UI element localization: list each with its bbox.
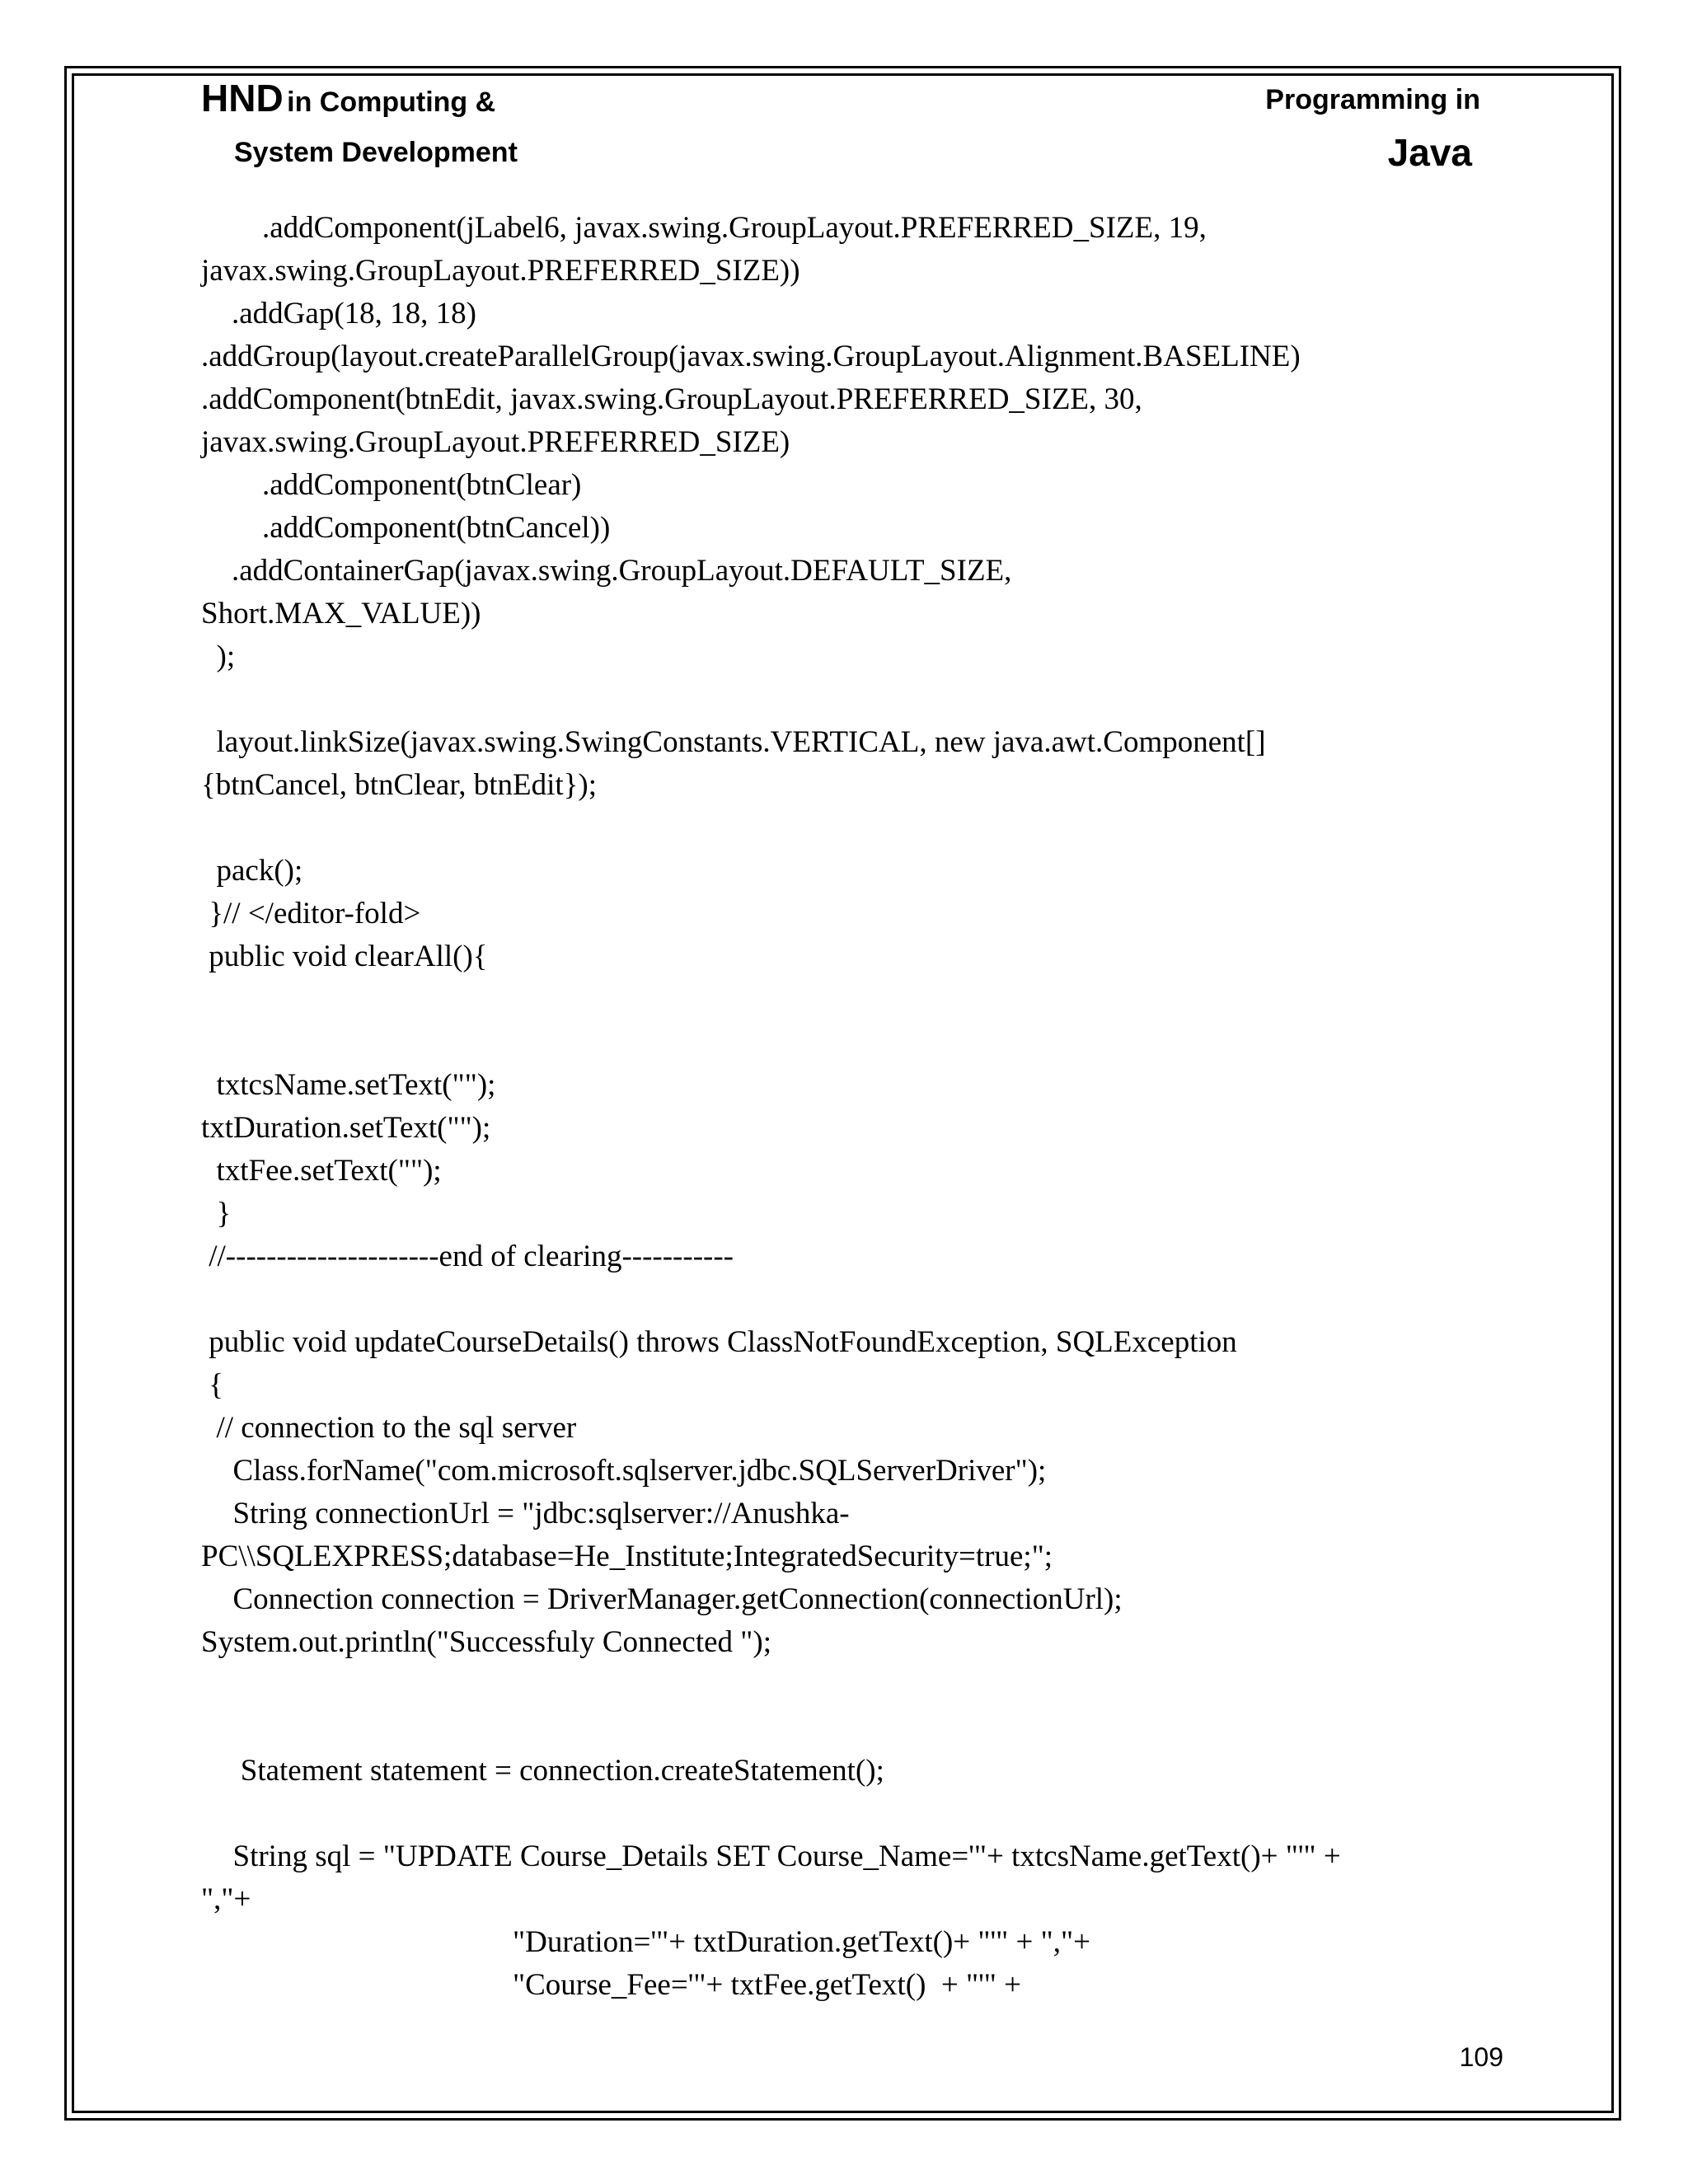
code-line: String connectionUrl = "jdbc:sqlserver://Anushka- (218, 1497, 850, 1530)
code-line: ); (201, 640, 236, 673)
code-line: String sql = "UPDATE Course_Details SET Course_Name='"+ txtcsName.getText()+ "'" + (218, 1840, 1341, 1873)
code-line: javax.swing.GroupLayout.PREFERRED_SIZE) (201, 425, 790, 459)
code-line: Connection connection = DriverManager.getConnection(connectionUrl); (218, 1582, 1123, 1616)
code-line: ","+ (201, 1882, 251, 1916)
code-line: { (201, 1368, 224, 1402)
code-line: pack(); (201, 854, 303, 888)
code-line: Class.forName("com.microsoft.sqlserver.jdbc.SQLServerDriver"); (218, 1454, 1047, 1488)
code-line: .addContainerGap(javax.swing.GroupLayout.DEFAULT_SIZE, (201, 554, 1012, 588)
code-line: "Duration='"+ txtDuration.getText()+ "'" + ","+ (513, 1925, 1090, 1959)
header-in-computing: in Computing & (287, 87, 496, 118)
code-line: txtcsName.setText(""); (201, 1068, 496, 1102)
code-line: .addComponent(jLabel6, javax.swing.GroupLayout.PREFERRED_SIZE, 19, (201, 211, 1207, 245)
page-number: 109 (1459, 2042, 1503, 2072)
header-java: Java (1387, 131, 1472, 174)
code-line: // connection to the sql server (201, 1411, 577, 1445)
code-line: public void updateCourseDetails() throws ClassNotFoundException, SQLException (201, 1325, 1237, 1359)
code-line: .addComponent(btnEdit, javax.swing.GroupLayout.PREFERRED_SIZE, 30, (201, 382, 1142, 416)
header-hnd: HND (201, 77, 284, 120)
code-line: public void clearAll(){ (201, 940, 488, 973)
header-system-development: System Development (234, 137, 518, 168)
code-line: }// </editor-fold> (201, 897, 421, 930)
code-line: javax.swing.GroupLayout.PREFERRED_SIZE)) (201, 254, 800, 288)
code-line: "Course_Fee='"+ txtFee.getText() + "'" + (513, 1968, 1022, 2002)
code-line: {btnCancel, btnClear, btnEdit}); (201, 768, 597, 802)
code-line: PC\\SQLEXPRESS;database=He_Institute;IntegratedSecurity=true;"; (201, 1540, 1053, 1573)
code-line: //---------------------end of clearing----------- (201, 1240, 734, 1273)
code-line: txtFee.setText(""); (201, 1154, 442, 1188)
code-line: .addGroup(layout.createParallelGroup(javax.swing.GroupLayout.Alignment.BASELINE) (201, 340, 1301, 373)
code-line: Short.MAX_VALUE)) (201, 597, 481, 630)
code-line: } (201, 1197, 232, 1230)
header-left-line1 (201, 77, 496, 120)
code-line: txtDuration.setText(""); (201, 1111, 491, 1145)
code-line: layout.linkSize(javax.swing.SwingConstants.VERTICAL, new java.awt.Component[] (201, 725, 1266, 759)
code-line: .addComponent(btnClear) (201, 468, 582, 502)
code-line: .addGap(18, 18, 18) (201, 297, 476, 330)
code-line: System.out.println("Successfuly Connected "); (201, 1625, 771, 1659)
code-line: .addComponent(btnCancel)) (201, 511, 611, 545)
header-programming-in: Programming in (1265, 84, 1480, 115)
code-line: Statement statement = connection.createStatement(); (218, 1754, 884, 1788)
